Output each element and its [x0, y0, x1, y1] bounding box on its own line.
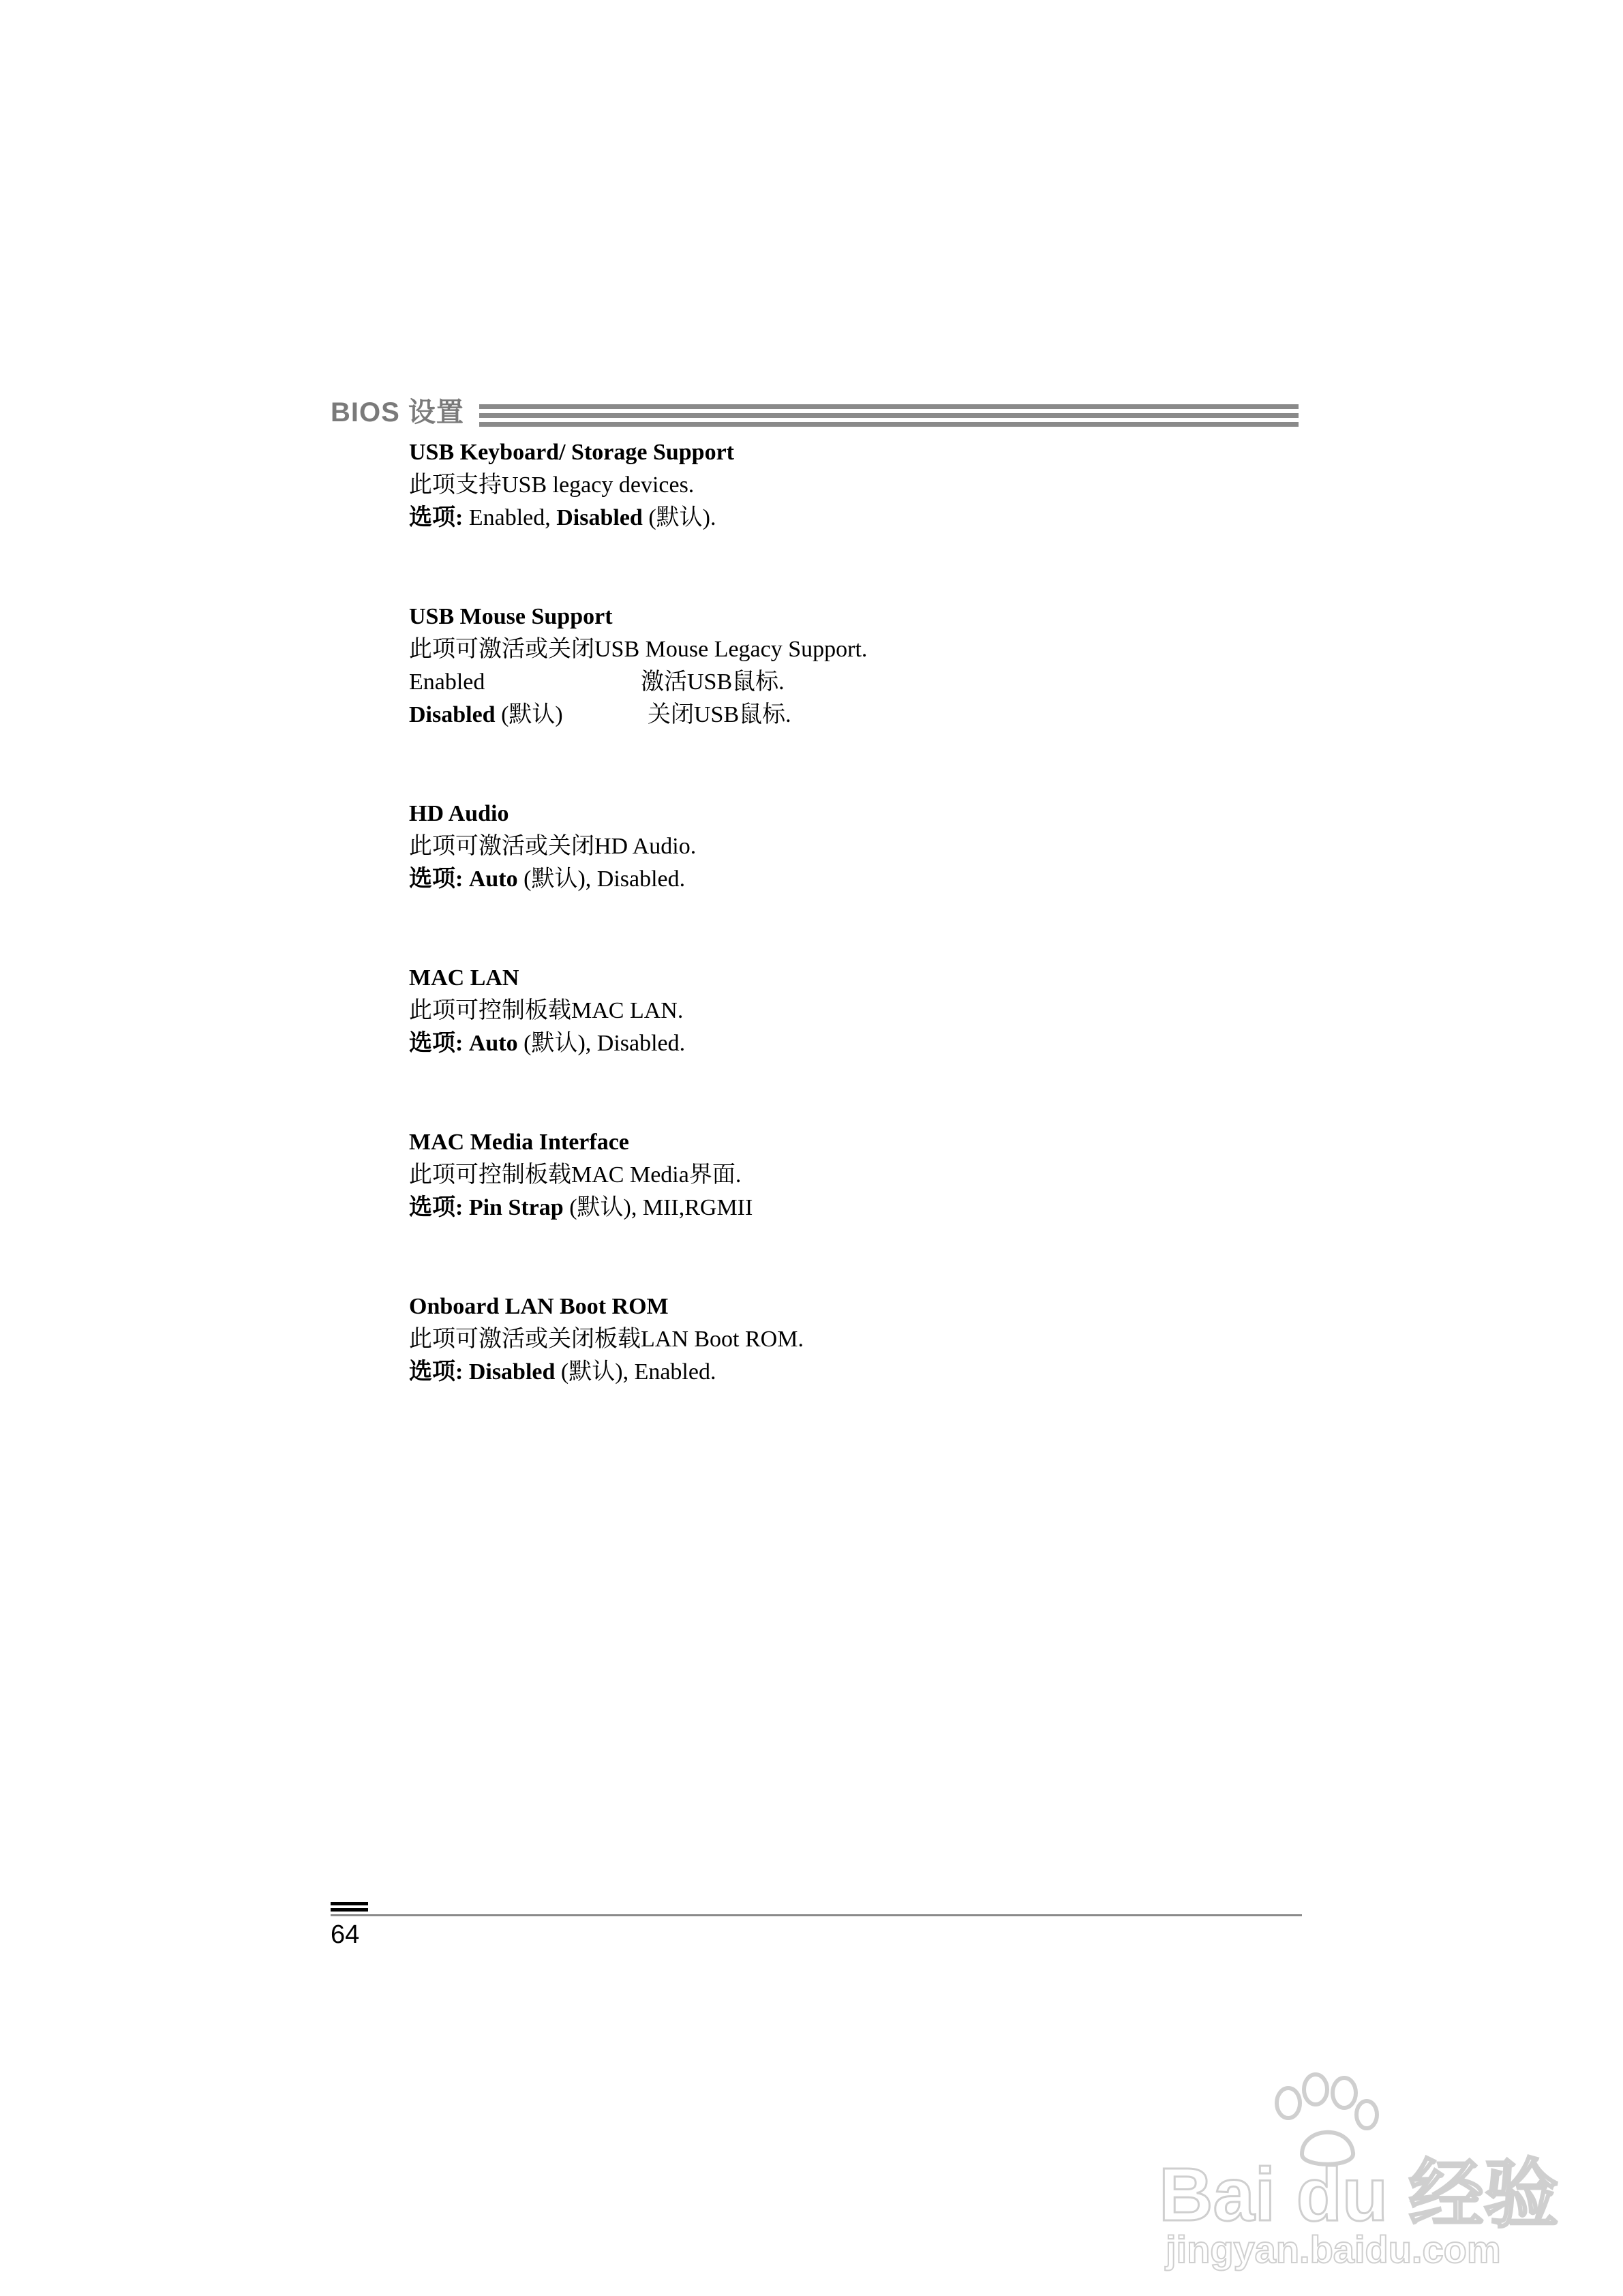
header-rule: [479, 404, 1299, 409]
option-name: Enabled: [409, 669, 485, 695]
options-label: 选项:: [409, 866, 464, 892]
options-label: 选项:: [409, 1195, 464, 1220]
section-options: [409, 1027, 1295, 1060]
options-text: (默认).: [642, 505, 716, 530]
options-text: Enabled,: [463, 505, 557, 530]
section-usb-keyboard-storage: [409, 436, 1295, 534]
section-title: USB Keyboard/ Storage Support: [409, 440, 734, 465]
options-text: (默认), Disabled.: [517, 866, 686, 892]
options-default-value: Disabled: [468, 1359, 556, 1385]
options-default-value: Auto: [468, 1031, 518, 1056]
page-header: [331, 392, 1299, 433]
section-options: [409, 863, 1295, 896]
option-row: [409, 699, 1295, 731]
options-text: [463, 1359, 469, 1385]
options-text: [463, 866, 469, 892]
option-name: Disabled: [409, 702, 496, 727]
options-label: 选项:: [409, 1031, 464, 1056]
section-title: Onboard LAN Boot ROM: [409, 1294, 669, 1319]
header-rule: [479, 413, 1299, 418]
section-title: MAC LAN: [409, 965, 519, 991]
section-description: 此项支持USB legacy devices.: [409, 472, 695, 498]
watermark-brand: Bai du 经验: [1159, 2153, 1559, 2237]
option-name-group: [409, 699, 563, 731]
section-description: 此项可控制板载MAC Media界面.: [409, 1162, 742, 1188]
options-label: 选项:: [409, 505, 464, 530]
section-description: 此项可控制板载MAC LAN.: [409, 998, 684, 1023]
section-title: HD Audio: [409, 801, 509, 826]
footer-bar: [331, 1908, 368, 1912]
options-text: [463, 1031, 469, 1056]
page-number: 64: [331, 1920, 360, 1949]
section-hd-audio: [409, 798, 1295, 896]
section-options: [409, 1192, 1295, 1224]
section-description: 此项可激活或关闭板载LAN Boot ROM.: [409, 1327, 804, 1352]
section-mac-media-interface: [409, 1126, 1295, 1224]
options-text: [463, 1195, 469, 1220]
section-options: [409, 1356, 1295, 1389]
option-row: [409, 666, 1295, 699]
watermark-url: jingyan.baidu.com: [1166, 2228, 1501, 2271]
section-title: USB Mouse Support: [409, 604, 613, 629]
options-default-value: Auto: [468, 866, 518, 892]
header-rule: [479, 422, 1299, 427]
option-default-tag: (默认): [495, 702, 563, 727]
options-text: (默认), MII,RGMII: [563, 1195, 753, 1220]
baidu-watermark: [1159, 2072, 1559, 2271]
section-usb-mouse: [409, 601, 1295, 731]
option-value: 激活USB鼠标.: [641, 669, 785, 695]
option-value: 关闭USB鼠标.: [648, 702, 791, 727]
footer-bar: [331, 1902, 368, 1905]
section-title: MAC Media Interface: [409, 1130, 629, 1155]
section-options: [409, 502, 1295, 534]
section-mac-lan: [409, 962, 1295, 1060]
options-default-value: Disabled: [556, 505, 643, 530]
footer-rule: [331, 1914, 1302, 1916]
section-description: 此项可激活或关闭HD Audio.: [409, 834, 697, 859]
header-title: BIOS 设置: [331, 397, 464, 427]
options-label: 选项:: [409, 1359, 464, 1385]
section-onboard-lan-boot-rom: [409, 1290, 1295, 1389]
document-body: [409, 436, 1295, 1455]
options-text: (默认), Disabled.: [517, 1031, 686, 1056]
options-text: (默认), Enabled.: [555, 1359, 716, 1385]
options-default-value: Pin Strap: [468, 1195, 564, 1220]
section-description: 此项可激活或关闭USB Mouse Legacy Support.: [409, 637, 868, 662]
